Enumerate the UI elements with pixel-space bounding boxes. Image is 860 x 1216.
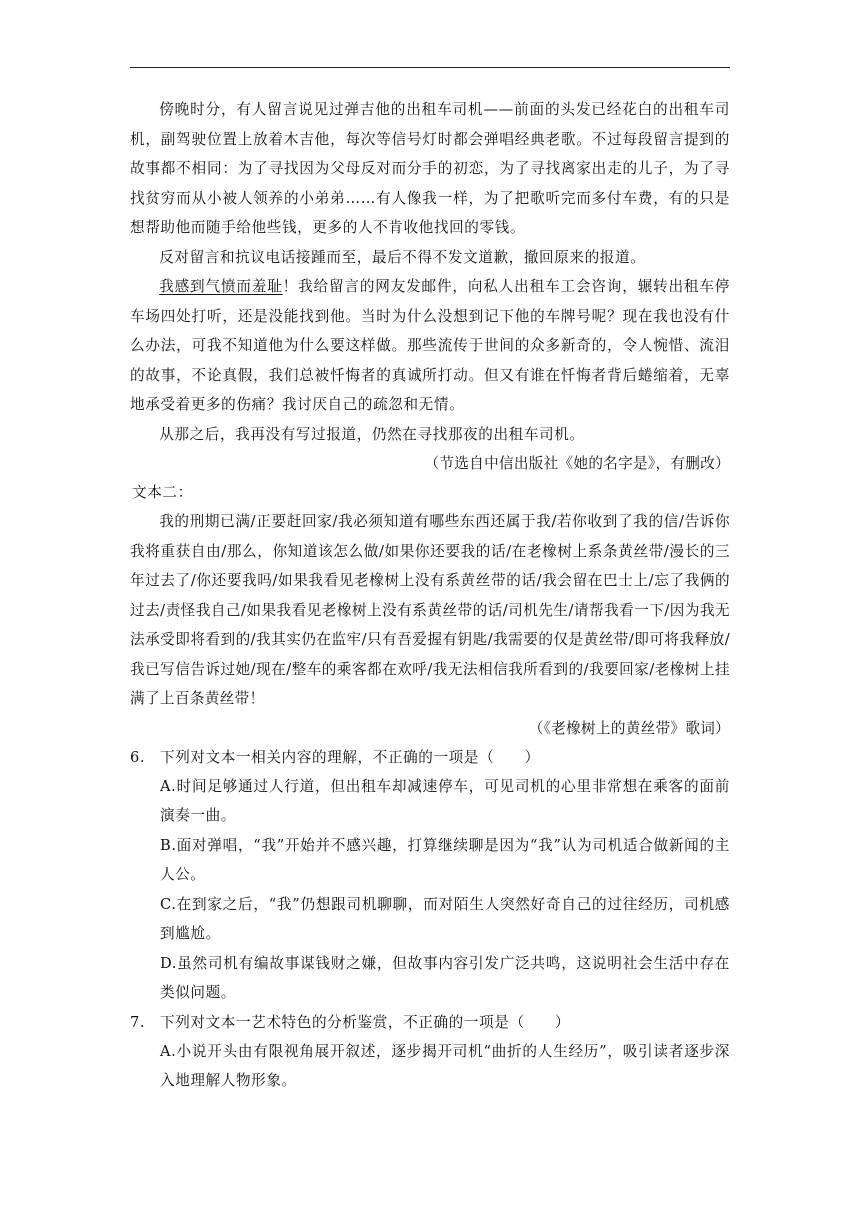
- question-stem: 下列对文本一艺术特色的分析鉴赏，不正确的一项是（ ）: [160, 1013, 571, 1031]
- paragraph-3-rest: ！我给留言的网友发邮件，向私人出租车工会咨询，辗转出租车停车场四处打听，还是没能找到他。当时为什么没想到记下他的车牌号呢？现在我也没有什么办法，可我不知道他为什么要这样做。那些流传于世间的众多新奇的，令人惋惜、流泪的故事，不论真假，我们总被忏悔者的真诚所打动。但又有谁在忏悔者背后蜷缩着，无辜地承受着更多的伤痛？我讨厌自己的疏忽和无情。: [130, 278, 730, 413]
- document-body: [130, 95, 730, 1096]
- option-d: D.虽然司机有编故事谋钱财之嫌，但故事内容引发广泛共鸣，这说明社会生活中存在类似问题。: [160, 954, 730, 1001]
- option-a: A.小说开头由有限视角展开叙述，逐步揭开司机“曲折的人生经历”，吸引读者逐步深入地理解人物形象。: [160, 1042, 730, 1089]
- question-number: 7.: [130, 1013, 146, 1031]
- text1-paragraph-4: 从那之后，我再没有写过报道，仍然在寻找那夜的出租车司机。: [159, 425, 585, 443]
- text1-paragraph-2: 反对留言和抗议电话接踵而至，最后不得不发文道歉，撤回原来的报道。: [159, 248, 646, 266]
- option-a: A.时间足够通过人行道，但出租车却减速停车，可见司机的心里非常想在乘客的面前演奏一曲。: [160, 777, 730, 824]
- text2-source: （《老橡树上的黄丝带》歌词）: [528, 719, 730, 737]
- text2-lyrics: 我的刑期已满/正要赶回家/我必须知道有哪些东西还属于我/若你收到了我的信/告诉你我将重获自由/那么，你知道该怎么做/如果你还要我的话/在老橡树上系条黄丝带/漫长的三年过去了/你还要我吗/如果我看见老橡树上没有系黄丝带的话/我会留在巴士上/忘了我俩的过去/责怪我自己/如果我看见老橡树上没有系黄丝带的话/司机先生/请帮我看一下/因为我无法承受即将看到的/我其实仍在监牢/只有吾爱握有钥匙/我需要的仅是黄丝带/即可将我释放/我已写信告诉过她/现在/整车的乘客都在欢呼/我无法相信我所看到的/我要回家/老橡树上挂满了上百条黄丝带！: [130, 513, 730, 707]
- text1-paragraph-1: 傍晚时分，有人留言说见过弹吉他的出租车司机——前面的头发已经花白的出租车司机，副驾驶位置上放着木吉他，每次等信号灯时都会弹唱经典老歌。不过每段留言提到的故事都不相同：为了寻找因为父母反对而分手的初恋，为了寻找离家出走的儿子，为了寻找贫穷而从小被人领养的小弟弟……有人像我一样，为了把歌听完而多付车费，有的只是想帮助他而随手给他些钱，更多的人不肯收他找回的零钱。: [130, 101, 730, 236]
- question-7: [130, 1008, 730, 1096]
- text1-source: （节选自中信出版社《她的名字是》，有删改）: [424, 455, 730, 472]
- underlined-phrase: 我感到气愤而羞耻: [159, 278, 283, 295]
- question-6: [130, 743, 730, 1008]
- text1-paragraph-3: [130, 272, 730, 420]
- option-b: B.面对弹唱，“我”开始并不感兴趣，打算继续聊是因为“我”认为司机适合做新闻的主人公。: [160, 836, 730, 883]
- question-stem: 下列对文本一相关内容的理解，不正确的一项是（ ）: [160, 748, 540, 766]
- header-rule: [130, 67, 730, 68]
- question-number: 6.: [130, 748, 146, 766]
- option-c: C.在到家之后，“我”仍想跟司机聊聊，而对陌生人突然好奇自己的过往经历，司机感到尴尬。: [160, 895, 730, 942]
- text2-label: 文本二：: [132, 484, 193, 501]
